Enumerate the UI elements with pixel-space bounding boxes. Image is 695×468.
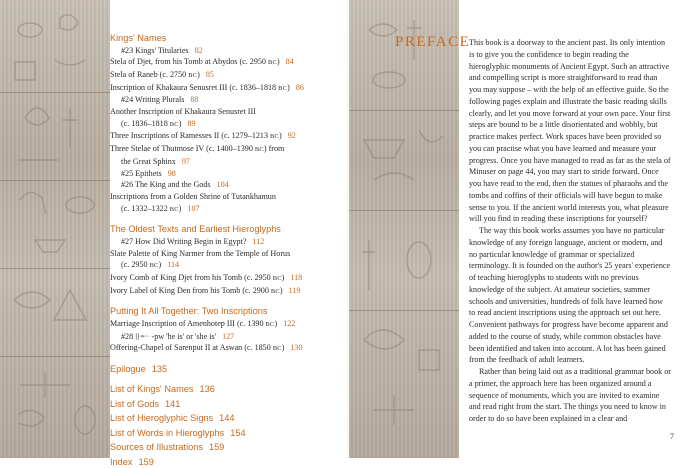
toc-page-number: 89 bbox=[187, 118, 196, 128]
toc-entry-title: Marriage Inscription of Amenhotep III (c. 1390 bbox=[110, 318, 264, 328]
preface-body bbox=[469, 37, 671, 425]
toc-entry[interactable] bbox=[110, 168, 342, 180]
toc-page-number: 127 bbox=[222, 331, 235, 341]
toc-entry-title: Slate Palette of King Narmer from the Temple of Horus bbox=[110, 248, 291, 258]
toc-backmatter-title: List of Kings' Names bbox=[110, 384, 194, 395]
toc-page-number: 136 bbox=[199, 384, 215, 395]
toc-page-number: 112 bbox=[252, 236, 265, 246]
stone-relief-right bbox=[349, 0, 459, 458]
toc-backmatter-title: List of Words in Hieroglyphs bbox=[110, 427, 225, 438]
toc-backmatter bbox=[110, 363, 342, 468]
preface-paragraph: The way this book works assumes you have no particular knowledge of any foreign language, ancient or modern, and no particular knowledge of grammar or specialized terminology. It is founded on the author's 25 years' experience of teaching hieroglyphs to students with no previous knowledge of the subject. At amateur societies, summer schools and universities, hundreds of folk have learned how to read ancient inscriptions using the approach set out here. Convenient pathways for progress have become apparent and added to the course of study, while common obstacles have been identified and taken into account. A lot has been gained from the feedback of adult learners. bbox=[469, 226, 671, 365]
toc-backmatter-item[interactable] bbox=[110, 441, 342, 454]
toc-entry-title: Three Inscriptions of Ramesses II (c. 1279–1213 bbox=[110, 131, 269, 141]
preface-heading: PREFACE bbox=[395, 34, 471, 50]
toc-entry-title-end: ) bbox=[276, 57, 280, 67]
toc-entry[interactable] bbox=[110, 56, 342, 69]
toc-backmatter-title: Index bbox=[110, 456, 133, 467]
toc-entry[interactable] bbox=[110, 272, 342, 285]
toc-entry-title-end: ) from bbox=[263, 144, 285, 154]
toc-backmatter-title: List of Gods bbox=[110, 398, 160, 409]
toc-entry-title-end: ) bbox=[278, 131, 282, 141]
era-abbreviation: BC bbox=[149, 262, 159, 270]
toc-entry[interactable] bbox=[110, 248, 342, 260]
toc-backmatter-item[interactable] bbox=[110, 412, 342, 425]
toc-entry[interactable] bbox=[110, 82, 342, 95]
toc-page-number: 86 bbox=[295, 82, 304, 92]
toc-entry-title-end: ) bbox=[287, 82, 290, 92]
toc-entry-title: Another Inscription of Khakaura Senusret III bbox=[110, 107, 256, 117]
era-abbreviation: BC bbox=[272, 274, 282, 282]
toc-entry[interactable] bbox=[110, 236, 342, 248]
toc-page-number: 88 bbox=[190, 95, 199, 105]
toc-backmatter-item[interactable] bbox=[110, 363, 342, 376]
toc-page-number: 122 bbox=[283, 318, 296, 328]
toc-entry-title-end: ) bbox=[279, 285, 283, 295]
toc-page-number: 144 bbox=[219, 413, 235, 424]
toc-entry[interactable] bbox=[110, 94, 342, 106]
era-abbreviation: BC bbox=[278, 84, 288, 92]
toc-section-entries bbox=[110, 45, 342, 216]
toc-entry[interactable] bbox=[110, 130, 342, 143]
era-abbreviation: BC bbox=[270, 133, 279, 141]
toc-page-number: 82 bbox=[194, 45, 203, 55]
toc-entry[interactable] bbox=[110, 69, 342, 82]
toc-backmatter-item[interactable] bbox=[110, 427, 342, 440]
stone-relief-left bbox=[0, 0, 110, 458]
toc-page-number: 97 bbox=[181, 156, 190, 166]
toc-entry-title: Stela of Raneb (c. 2750 bbox=[110, 69, 187, 79]
toc-entry[interactable] bbox=[110, 259, 342, 272]
era-abbreviation: BC bbox=[270, 287, 280, 295]
era-abbreviation: BC bbox=[265, 320, 275, 328]
toc-page-number: 135 bbox=[151, 363, 168, 374]
toc-entry-title: Ivory Comb of King Djet from his Tomb (c. 2950 bbox=[110, 272, 271, 282]
era-abbreviation: BC bbox=[169, 120, 179, 128]
toc-entry-title: #24 Writing Plurals bbox=[121, 95, 185, 105]
toc-backmatter-title: Sources of Illustrations bbox=[110, 442, 203, 453]
toc-page-number: 154 bbox=[230, 427, 246, 438]
hieroglyph-relief-right bbox=[349, 0, 459, 458]
toc-page-number: 85 bbox=[205, 69, 214, 79]
toc-page-number: 98 bbox=[167, 168, 176, 178]
toc-backmatter-title: Epilogue bbox=[110, 363, 146, 374]
toc-page-number: 141 bbox=[165, 398, 181, 409]
toc-entry-title: (c. 2950 bbox=[121, 260, 148, 270]
era-abbreviation: BC bbox=[169, 205, 179, 213]
toc-entry[interactable] bbox=[110, 118, 342, 131]
toc-entry-title: Inscription of Khakaura Senusret III (c. 1836–1818 bbox=[110, 82, 277, 92]
era-abbreviation: BC bbox=[268, 59, 277, 67]
toc-section-title[interactable]: The Oldest Texts and Earliest Hieroglyphs bbox=[110, 224, 281, 235]
toc-entry[interactable] bbox=[110, 156, 342, 168]
toc-entry-title: #23 Kings' Titularies bbox=[121, 45, 189, 55]
toc-entry-title: (c. 1836–1818 bbox=[121, 118, 168, 128]
toc-entry-title: #25 Epithets bbox=[121, 168, 162, 178]
toc-section-entries bbox=[110, 318, 342, 355]
toc-entry[interactable] bbox=[110, 143, 342, 156]
table-of-contents bbox=[110, 32, 342, 468]
toc-section-title[interactable]: Putting It All Together: Two Inscriptions bbox=[110, 306, 268, 317]
toc-entry-title-end: ) bbox=[274, 318, 278, 328]
page-fold bbox=[347, 0, 349, 458]
toc-entry[interactable] bbox=[110, 45, 342, 57]
toc-entry[interactable] bbox=[110, 106, 342, 118]
toc-page-number: 92 bbox=[287, 131, 296, 141]
page-number: 7 bbox=[670, 432, 674, 441]
toc-entry-title: #26 The King and the Gods bbox=[121, 180, 211, 190]
toc-entry[interactable] bbox=[110, 342, 342, 355]
toc-entry-title-end: ) bbox=[197, 69, 200, 79]
hieroglyph-relief-left bbox=[0, 0, 110, 458]
toc-entry-title: Three Stelae of Thutmose IV (c. 1400–1390 bbox=[110, 144, 253, 154]
toc-page-number: 104 bbox=[216, 180, 229, 190]
toc-entry-title: Inscriptions from a Golden Shrine of Tutankhamun bbox=[110, 191, 276, 201]
toc-page-number: 159 bbox=[208, 442, 225, 453]
era-abbreviation: BC bbox=[272, 345, 282, 353]
toc-entry-title: Offering-Chapel of Sarenput II at Aswan (c. 1850 bbox=[110, 343, 271, 353]
toc-page-number: 130 bbox=[290, 343, 303, 353]
toc-section-entries bbox=[110, 236, 342, 298]
toc-page-number: 107 bbox=[187, 203, 200, 213]
toc-entry-title-end: ) bbox=[281, 272, 285, 282]
toc-backmatter-item[interactable] bbox=[110, 398, 342, 411]
toc-entry[interactable] bbox=[110, 285, 342, 298]
toc-entry-title: #28 ⌷𓄡 -pw 'he is' or 'she is' bbox=[121, 331, 217, 341]
toc-entry-title: #27 How Did Writing Begin in Egypt? bbox=[121, 236, 247, 246]
toc-entry[interactable] bbox=[110, 318, 342, 331]
toc-entry[interactable] bbox=[110, 331, 342, 343]
toc-entry-title: the Great Sphinx bbox=[121, 156, 176, 166]
preface-paragraph: Rather than being laid out as a traditional grammar book or a primer, the approach here has been organized around a sequence of monuments, which you are invited to examine and read right from the start. The things you need to know in order to do so have been explained in a clear and bbox=[469, 367, 671, 423]
toc-entry[interactable] bbox=[110, 179, 342, 191]
toc-entry-title-end: ) bbox=[158, 260, 162, 270]
era-abbreviation: BC bbox=[254, 146, 264, 154]
preface-paragraph: This book is a doorway to the ancient past. Its only intention is to give you the confidence to begin reading the hieroglyphic monuments of Ancient Egypt. Such an attractive and compelling script is more straightforward to read than you may suppose – with the help of an effective guide. So the following pages explain and illustrate the basic reading skills clearly, and let you move forward at your own pace. Your first steps are bound to be a little disorientated and wobbly, but practice makes perfect. Work spaces have been provided so you can practise what you have learned and measure your progress. Once you have managed to read as far as the stela of Minuser on page 44, you may start to stride forward. Once you have read to the end, then the statues of pharaohs and the tombs and coffins of their officials will have begun to make sense to you. If the ancient world interests you, what pleasure will you find in reading these inscriptions for yourself? bbox=[469, 38, 671, 224]
toc-page-number: 114 bbox=[167, 260, 180, 270]
toc-entry-title-end: ) bbox=[281, 343, 285, 353]
toc-entry-title: (c. 1332–1322 bbox=[121, 203, 168, 213]
toc-page-number: 118 bbox=[290, 272, 303, 282]
era-abbreviation: BC bbox=[188, 71, 198, 79]
toc-entry-title: Stela of Djet, from his Tomb at Abydos (c. 2950 bbox=[110, 57, 266, 67]
toc-entry[interactable] bbox=[110, 203, 342, 216]
toc-entry-title: Ivory Label of King Den from his Tomb (c. 2900 bbox=[110, 285, 269, 295]
toc-page-number: 119 bbox=[288, 285, 301, 295]
toc-page-number: 84 bbox=[285, 57, 294, 67]
toc-page-number: 159 bbox=[138, 456, 154, 467]
toc-entry[interactable] bbox=[110, 191, 342, 203]
toc-section-title[interactable]: Kings' Names bbox=[110, 33, 167, 43]
toc-backmatter-title: List of Hieroglyphic Signs bbox=[110, 413, 214, 424]
toc-entry-title-end: ) bbox=[178, 118, 182, 128]
toc-entry-title-end: ) bbox=[178, 203, 182, 213]
toc-backmatter-item[interactable] bbox=[110, 383, 342, 396]
